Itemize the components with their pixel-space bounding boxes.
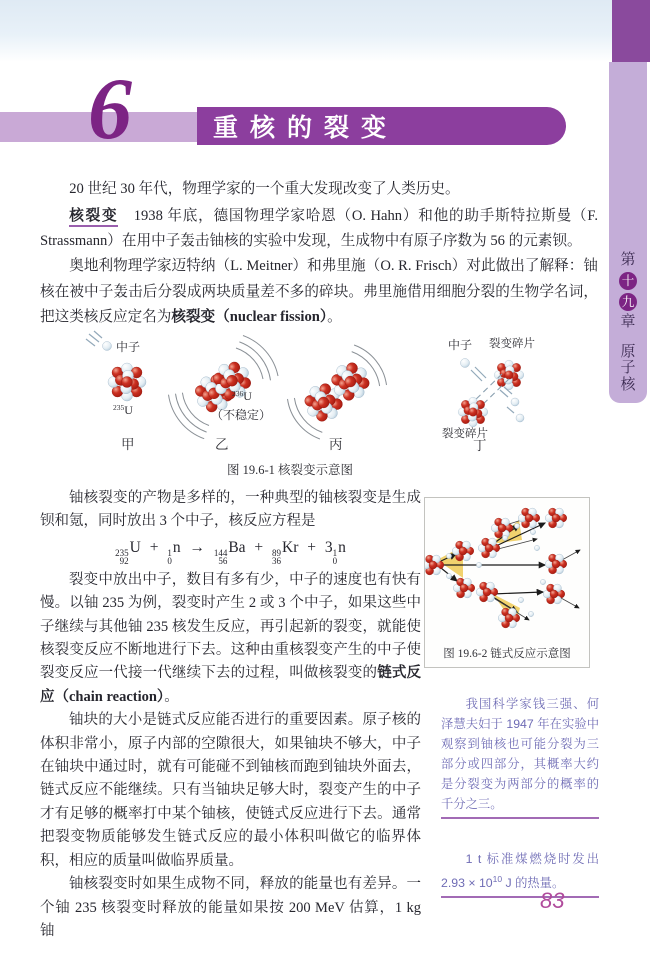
page-number: 83 bbox=[540, 888, 565, 913]
paragraph-energy: 铀核裂变时如果生成物不同，释放的能量也有差异。一个铀 235 核裂变时释放的能量如果按 200 MeV 估算，1 kg 铀 bbox=[40, 876, 421, 939]
u235-nucleus bbox=[108, 363, 146, 401]
paragraph-critical-mass: 铀块的大小是链式反应能否进行的重要因素。原子核的体积非常小，原子内部的空隙很大，如果铀块不够大，中子在铀块中通过时，就有可能碰不到铀核而跑到铀块外面去，链式反应不能继续。只有当铀块足够大时，裂变产生的中子才有足够的概率打中某个铀核，使链式反应进行下去。通常把裂变物质能够发生链式反应的最小体积叫做它的临界体积，相应的质量叫做临界质量。 bbox=[40, 712, 421, 869]
fragment-nucleus-top bbox=[494, 360, 524, 390]
stage-label-4: 丁 bbox=[473, 438, 487, 453]
chapter-tab-suffix: 章 bbox=[620, 313, 636, 330]
stage-label-1: 甲 bbox=[121, 437, 135, 452]
stage-label-3: 丙 bbox=[329, 437, 343, 452]
chapter-tab bbox=[609, 62, 647, 403]
figure2-caption: 图 19.6-2 链式反应示意图 bbox=[443, 648, 571, 660]
header-band-dark bbox=[197, 107, 566, 145]
u235-label: $^{235}$U bbox=[113, 403, 133, 417]
fission-equation: 235 92 U + 1 0 n → 144 56 Ba + 89 36 Kr + 3 1 0 n bbox=[115, 538, 346, 567]
paragraph-products: 铀核裂变的产物是多样的，一种典型的铀核裂变是生成钡和氪，同时放出 3 个中子，核反应方程是 bbox=[40, 490, 421, 530]
corner-decor-square bbox=[612, 0, 650, 62]
chapter-title-vertical: 原 子 核 bbox=[620, 343, 636, 393]
chapter-number-circle-2: 九 bbox=[619, 293, 637, 311]
chain-reaction-diagram bbox=[425, 498, 589, 640]
section-number: 6 bbox=[88, 61, 132, 158]
chapter-number-circle-1: 十 bbox=[619, 272, 637, 290]
paragraph-chain-reaction: 裂变中放出中子，数目有多有少，中子的速度也有快有慢。以铀 235 为例，裂变时产生 2 或 3 个中子，如果这些中子继续与其他铀 235 核发生反应，再引起新的裂变，就能使核裂变反应不断地进行下去。这种由重核裂变产生的中子使裂变反应一代接一代继续下去的过程，叫做核裂变的链式反应（chain reaction）。 bbox=[40, 571, 422, 705]
main-text-wide bbox=[40, 204, 598, 330]
note-divider-2 bbox=[441, 896, 599, 898]
figure1-caption: 图 19.6-1 核裂变示意图 bbox=[226, 463, 354, 477]
fragment-label-top: 裂变碎片 bbox=[489, 338, 535, 350]
paragraph-fission-explanation: 奥地利物理学家迈特纳（L. Meitner）和弗里施（O. R. Frisch）对此做出了解释：铀核在被中子轰击后分裂成两块质量差不多的碎块。弗里施借用细胞分裂的生物学名词，把这类核反应定名为核裂变（nuclear fission）。 bbox=[40, 258, 598, 325]
fragment-label-bottom: 裂变碎片 bbox=[442, 428, 488, 440]
fragment-nucleus-bottom bbox=[458, 397, 488, 427]
u236-label: $^{236}$U bbox=[232, 389, 252, 403]
figure-chain-reaction-box bbox=[424, 497, 590, 668]
unstable-label: （不稳定） bbox=[211, 408, 272, 422]
paragraph-fission-discovery: 核裂变 1938 年底，德国物理学家哈恩（O. Hahn）和他的助手斯特拉斯曼（F. Strassmann）在用中子轰击铀核的实验中发现，生成物中有原子序数为 56 的元素钡。 bbox=[40, 208, 598, 250]
neutron-ball bbox=[103, 342, 112, 351]
main-text-narrow bbox=[40, 487, 421, 943]
splitting-nucleus bbox=[297, 355, 377, 429]
stage-label-2: 乙 bbox=[215, 437, 229, 452]
intro-paragraph: 20 世纪 30 年代，物理学家的一个重大发现改变了人类历史。 bbox=[69, 180, 460, 197]
chapter-tab-prefix: 第 bbox=[620, 251, 636, 268]
neutron-label: 中子 bbox=[116, 340, 141, 354]
neutron-label-2: 中子 bbox=[448, 338, 473, 352]
section-title: 重核的裂变 bbox=[213, 115, 399, 142]
note-divider bbox=[441, 817, 599, 819]
note-tripartition: 我国科学家钱三强、何泽慧夫妇于 1947 年在实验中观察到铀核也可能分裂为三部分或四部分，其概率大约是分裂变为两部分的概率的千分之三。 bbox=[441, 697, 599, 811]
margin-notes bbox=[441, 694, 599, 898]
note-coal-energy: 1 t 标准煤燃烧时发出 $2.93 \times 10^{10}$ J 的热量。 bbox=[441, 852, 599, 891]
figure-fission-stages bbox=[45, 330, 590, 462]
top-decor-band bbox=[0, 0, 650, 62]
